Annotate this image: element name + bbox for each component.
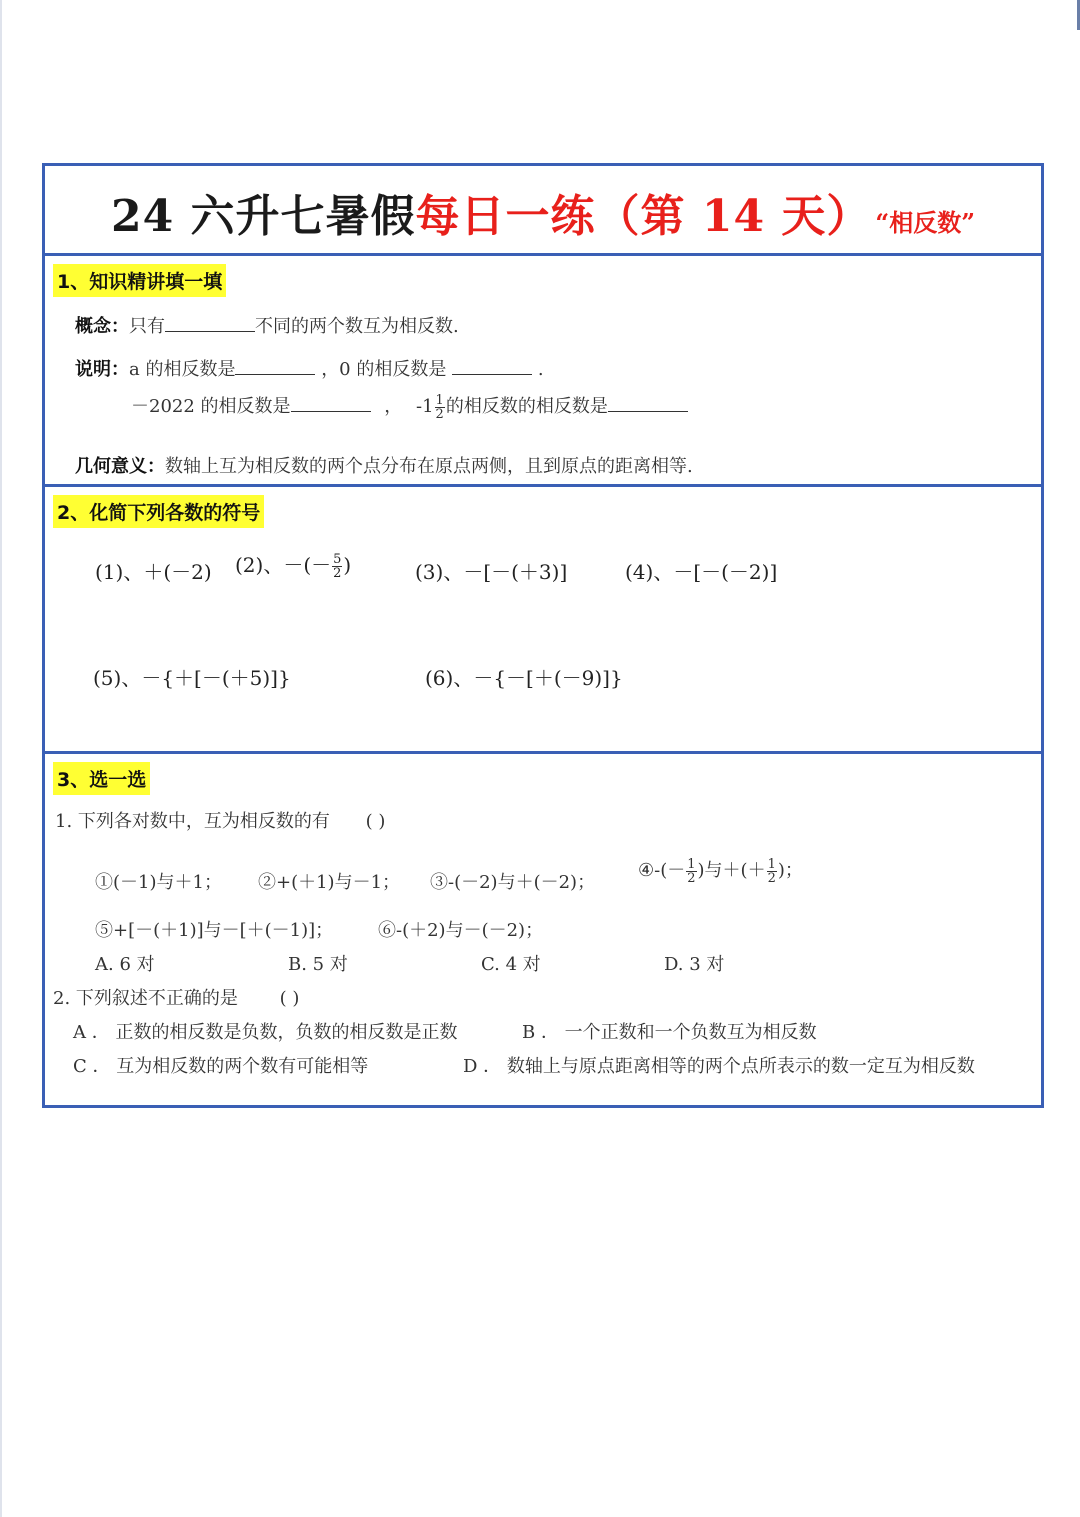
title-prefix: 24 六升七暑假 xyxy=(110,191,416,242)
expr-2 xyxy=(235,549,351,580)
title-topic: “相反数” xyxy=(875,208,976,237)
option-4-mid: )与＋(＋ xyxy=(697,860,766,881)
expr-6: (6)、－{－[＋(－9)]} xyxy=(425,666,623,690)
expr-3: (3)、－[－(＋3)] xyxy=(415,560,568,584)
mixed-fraction xyxy=(435,394,445,421)
option-4-pre: ④-(－ xyxy=(638,860,686,881)
expr-2-num: 5 xyxy=(333,552,342,567)
q2-option-c[interactable]: C ． 互为相反数的两个数有可能相等 xyxy=(73,1056,369,1077)
section-1-heading: 1、知识精讲填一填 xyxy=(53,264,226,297)
explain-end: . xyxy=(537,359,544,380)
question-2 xyxy=(53,984,299,1010)
geometry-line xyxy=(75,452,693,478)
concept-label: 概念： xyxy=(75,316,129,337)
answer-c[interactable]: C. 4 对 xyxy=(481,954,541,975)
page-title xyxy=(45,180,1041,244)
expr-1: (1)、＋(－2) xyxy=(95,560,212,584)
concept-blank[interactable] xyxy=(165,315,255,332)
q2-option-b[interactable]: B ． 一个正数和一个负数互为相反数 xyxy=(522,1022,817,1043)
option-5: ⑤+[－(＋1)]与－[＋(－1)]； xyxy=(95,920,334,941)
geometry-text: 数轴上互为相反数的两个点分布在原点两侧，且到原点的距离相等. xyxy=(165,456,693,477)
expr-4: (4)、－[－(－2)] xyxy=(625,560,778,584)
explain-zero: ，0 的相反数是 xyxy=(321,359,447,380)
concept-post: 不同的两个数互为相反数. xyxy=(255,316,459,337)
mixed-num: 1 xyxy=(435,392,444,408)
concept-pre: 只有 xyxy=(129,316,165,337)
section-2-heading: 2、化简下列各数的符号 xyxy=(53,495,264,528)
option-2: ②+(＋1)与－1； xyxy=(258,872,401,893)
option-3: ③-(－2)与＋(－2)； xyxy=(430,872,596,893)
q2-option-d[interactable]: D ． 数轴上与原点距离相等的两个点所表示的数一定互为相反数 xyxy=(463,1056,975,1077)
section-knowledge xyxy=(45,256,1041,487)
explain-zero-blank[interactable] xyxy=(452,358,532,375)
mixed-whole: -1 xyxy=(416,396,434,417)
explain-a: a 的相反数是 xyxy=(129,359,236,380)
geometry-label: 几何意义： xyxy=(75,456,165,477)
option-4-den-2: 2 xyxy=(767,870,776,886)
option-6: ⑥-(＋2)与－(－2)； xyxy=(378,920,544,941)
title-row xyxy=(45,166,1041,256)
explain-label: 说明： xyxy=(75,359,129,380)
option-4-fraction-2 xyxy=(767,858,777,885)
expr-2-post: ) xyxy=(343,553,352,577)
section-simplify xyxy=(45,487,1041,754)
explain-line xyxy=(75,355,544,381)
mixed-den: 2 xyxy=(435,406,444,422)
page-left-edge xyxy=(0,0,2,1517)
option-4-num-2: 1 xyxy=(767,856,776,872)
expr-2-den: 2 xyxy=(333,566,342,581)
option-1: ①(－1)与＋1； xyxy=(95,872,222,893)
section-3-heading: 3、选一选 xyxy=(53,762,150,795)
question-2-answer-slot[interactable]: ( ) xyxy=(279,988,300,1009)
section-choose xyxy=(45,754,1041,1105)
option-4-num-1: 1 xyxy=(687,856,696,872)
mixed-tail: 的相反数的相反数是 xyxy=(445,396,608,417)
neg2022-text: －2022 的相反数是 xyxy=(131,396,291,417)
option-4-den-1: 2 xyxy=(687,870,696,886)
question-1-answer-slot[interactable]: ( ) xyxy=(365,811,386,832)
worksheet-table xyxy=(42,163,1044,1108)
question-2-text: 2. 下列叙述不正确的是 xyxy=(53,988,238,1009)
neg2022-line xyxy=(131,392,688,421)
option-4-fraction-1 xyxy=(686,858,696,885)
option-4-post: )； xyxy=(777,860,803,881)
answer-a[interactable]: A. 6 对 xyxy=(95,954,155,975)
expr-2-pre: (2)、－(－ xyxy=(235,553,332,577)
title-highlight: 每日一练（第 14 天） xyxy=(415,191,872,242)
q2-option-a[interactable]: A ． 正数的相反数是负数，负数的相反数是正数 xyxy=(73,1022,458,1043)
question-1-text: 1. 下列各对数中，互为相反数的有 xyxy=(55,811,330,832)
explain-a-blank[interactable] xyxy=(235,358,315,375)
question-1 xyxy=(55,807,385,833)
mixed-blank[interactable] xyxy=(608,395,688,412)
option-4 xyxy=(638,856,803,885)
neg2022-blank[interactable] xyxy=(291,395,371,412)
concept-line xyxy=(75,312,459,338)
answer-b[interactable]: B. 5 对 xyxy=(288,954,348,975)
answer-d[interactable]: D. 3 对 xyxy=(664,954,725,975)
expr-2-fraction xyxy=(332,553,342,580)
comma: ， xyxy=(384,396,403,417)
expr-5: (5)、－{＋[－(＋5)]} xyxy=(93,666,291,690)
